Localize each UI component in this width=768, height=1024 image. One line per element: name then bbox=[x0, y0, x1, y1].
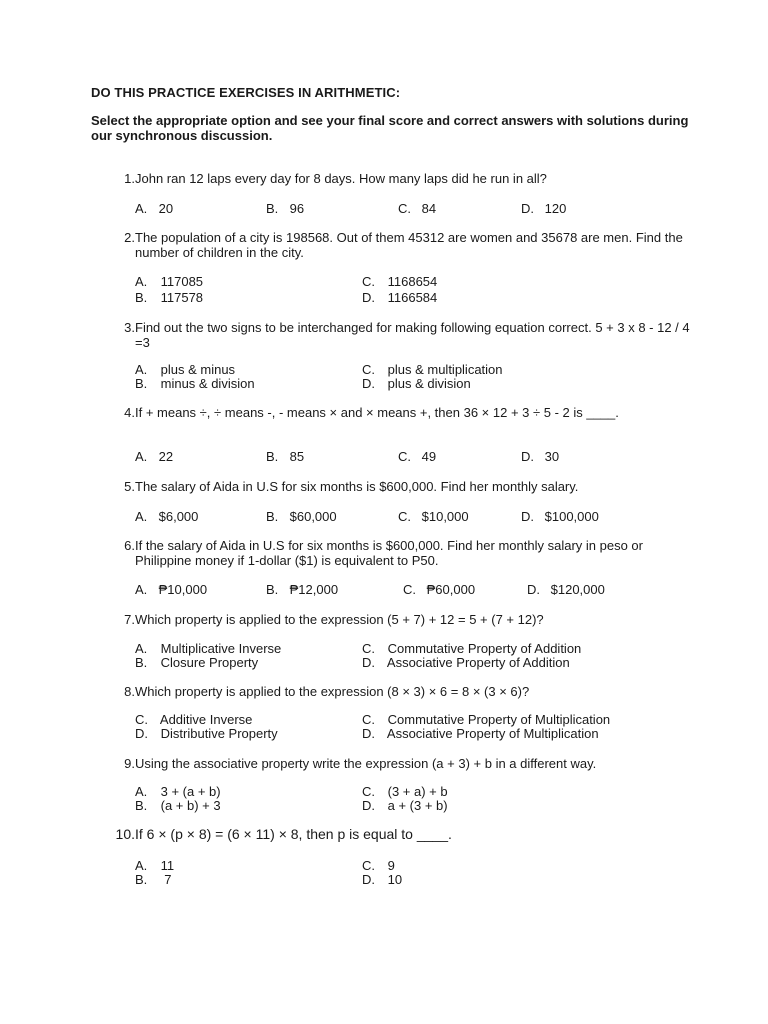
option-b[interactable]: B. 7 bbox=[135, 872, 172, 887]
option-b[interactable]: B. 96 bbox=[266, 201, 305, 216]
option-c[interactable]: C. (3 + a) + b bbox=[362, 784, 448, 799]
question-text: Which property is applied to the expression (8 × 3) × 6 = 8 × (3 × 6)? bbox=[135, 684, 530, 699]
option-c-second[interactable]: C. Commutative Property of Multiplication bbox=[362, 712, 611, 727]
option-a[interactable]: A. 3 + (a + b) bbox=[135, 784, 221, 799]
question-number: 8. bbox=[124, 684, 135, 699]
option-d[interactable]: D. 30 bbox=[521, 449, 560, 464]
option-c[interactable]: C. Commutative Property of Addition bbox=[362, 641, 582, 656]
option-c[interactable]: C. 9 bbox=[362, 858, 395, 873]
question-number: 4. bbox=[124, 405, 135, 420]
question-number: 6. bbox=[124, 538, 135, 553]
option-c[interactable]: C. $10,000 bbox=[398, 509, 469, 524]
option-c[interactable]: C. 84 bbox=[398, 201, 437, 216]
question-text: If the salary of Aida in U.S for six months is $600,000. Find her monthly salary in peso or Philippine money if 1-dollar ($1) is equivalent to P50. bbox=[135, 538, 643, 568]
question-number: 10. bbox=[115, 826, 135, 842]
option-c[interactable]: C. ₱60,000 bbox=[403, 582, 476, 597]
question-number: 5. bbox=[124, 479, 135, 494]
question-text: John ran 12 laps every day for 8 days. How many laps did he run in all? bbox=[135, 171, 547, 186]
question-number: 1. bbox=[124, 171, 135, 186]
option-b[interactable]: B. $60,000 bbox=[266, 509, 337, 524]
option-c-first[interactable]: C. Additive Inverse bbox=[135, 712, 253, 727]
question-number: 3. bbox=[124, 320, 135, 335]
option-a[interactable]: A. plus & minus bbox=[135, 362, 236, 377]
option-c[interactable]: C. 1168654 bbox=[362, 274, 438, 289]
option-a[interactable]: A. Multiplicative Inverse bbox=[135, 641, 282, 656]
worksheet-title: DO THIS PRACTICE EXERCISES IN ARITHMETIC: bbox=[91, 85, 401, 100]
option-b[interactable]: B. Closure Property bbox=[135, 655, 259, 670]
question-number: 7. bbox=[124, 612, 135, 627]
option-b[interactable]: B. (a + b) + 3 bbox=[135, 798, 221, 813]
option-d-first[interactable]: D. Distributive Property bbox=[135, 726, 278, 741]
question-text: If 6 × (p × 8) = (6 × 11) × 8, then p is equal to ____. bbox=[135, 826, 452, 842]
option-b[interactable]: B. 117578 bbox=[135, 290, 204, 305]
option-d[interactable]: D. a + (3 + b) bbox=[362, 798, 448, 813]
option-d[interactable]: D. $100,000 bbox=[521, 509, 599, 524]
option-d[interactable]: D. 10 bbox=[362, 872, 403, 887]
option-a[interactable]: A. ₱10,000 bbox=[135, 582, 208, 597]
option-d[interactable]: D. 1166584 bbox=[362, 290, 438, 305]
option-a[interactable]: A. 117085 bbox=[135, 274, 204, 289]
question-text: Using the associative property write the expression (a + 3) + b in a different way. bbox=[135, 756, 597, 771]
option-a[interactable]: A. 11 bbox=[135, 858, 175, 873]
option-d[interactable]: D. $120,000 bbox=[527, 582, 605, 597]
question-text: Find out the two signs to be interchanged for making following equation correct. 5 + 3 x 8 - 12 / 4 =3 bbox=[135, 320, 690, 350]
option-a[interactable]: A. 20 bbox=[135, 201, 174, 216]
instructions: Select the appropriate option and see your final score and correct answers with solutions during our synchronous discussion. bbox=[91, 113, 689, 143]
question-number: 2. bbox=[124, 230, 135, 245]
question-number: 9. bbox=[124, 756, 135, 771]
option-d[interactable]: D. plus & division bbox=[362, 376, 471, 391]
option-d[interactable]: D. Associative Property of Addition bbox=[362, 655, 570, 670]
option-d[interactable]: D. 120 bbox=[521, 201, 567, 216]
option-b[interactable]: B. 85 bbox=[266, 449, 305, 464]
question-text: If + means ÷, ÷ means -, - means × and × means +, then 36 × 12 + 3 ÷ 5 - 2 is ____. bbox=[135, 405, 619, 420]
option-a[interactable]: A. $6,000 bbox=[135, 509, 199, 524]
option-a[interactable]: A. 22 bbox=[135, 449, 174, 464]
option-c[interactable]: C. 49 bbox=[398, 449, 437, 464]
question-text: The salary of Aida in U.S for six months is $600,000. Find her monthly salary. bbox=[135, 479, 579, 494]
question-text: The population of a city is 198568. Out of them 45312 are women and 35678 are men. Find the number of children in the city. bbox=[135, 230, 683, 260]
option-c[interactable]: C. plus & multiplication bbox=[362, 362, 503, 377]
option-b[interactable]: B. minus & division bbox=[135, 376, 255, 391]
option-b[interactable]: B. ₱12,000 bbox=[266, 582, 339, 597]
option-d-second[interactable]: D. Associative Property of Multiplication bbox=[362, 726, 599, 741]
question-text: Which property is applied to the expression (5 + 7) + 12 = 5 + (7 + 12)? bbox=[135, 612, 544, 627]
